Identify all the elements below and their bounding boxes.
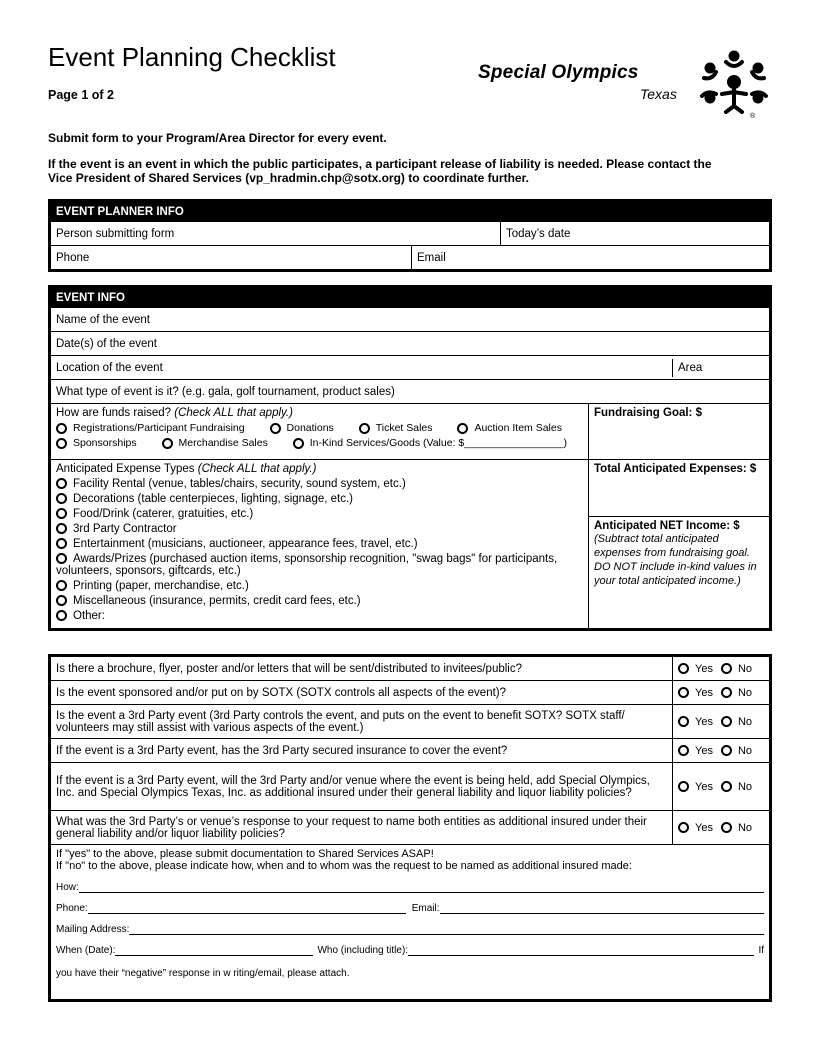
page-number: Page 1 of 2 bbox=[48, 88, 114, 102]
yes-no-choice[interactable]: Yes No bbox=[673, 681, 770, 705]
expense-option[interactable]: 3rd Party Contractor bbox=[56, 523, 583, 535]
question-text: Is the event sponsored and/or put on by SOTX (SOTX controls all aspects of the event)? bbox=[51, 681, 673, 705]
todays-date-field[interactable]: Today’s date bbox=[501, 222, 770, 246]
followup-yes-note: If "yes" to the above, please submit documentation to Shared Services ASAP! bbox=[56, 848, 434, 860]
funds-option[interactable]: Registrations/Participant Fundraising bbox=[56, 422, 245, 434]
page-title: Event Planning Checklist bbox=[48, 42, 336, 72]
yes-no-choice[interactable]: Yes No bbox=[673, 657, 770, 681]
logo-region: Texas bbox=[640, 86, 677, 102]
total-expenses-field[interactable]: Total Anticipated Expenses: $ bbox=[589, 460, 770, 517]
followup-no-note: If "no" to the above, please indicate how, when and to whom was the request to be named as additional insured made: bbox=[56, 860, 632, 872]
event-location-field[interactable]: Location of the event bbox=[51, 359, 673, 377]
expense-hint: (Check ALL that apply.) bbox=[197, 463, 317, 475]
funds-option[interactable]: Auction Item Sales bbox=[457, 422, 562, 434]
yes-no-choice[interactable]: Yes No bbox=[673, 811, 770, 845]
question-text: Is the event a 3rd Party event (3rd Party controls the event, and puts on the event to benefit SOTX? SOTX staff/ volunteers may still assist with various aspects of the event.) bbox=[51, 705, 673, 739]
question-text: If the event is a 3rd Party event, will the 3rd Party and/or venue where the event is being held, add Special Olympics, Inc. and Special Olympics Texas, Inc. as additional insured under their general liability and liquor liability policies? bbox=[51, 763, 673, 811]
funds-option[interactable]: Merchandise Sales bbox=[162, 437, 268, 449]
how-field[interactable]: How: bbox=[56, 882, 764, 893]
funds-hint: (Check ALL that apply.) bbox=[174, 407, 293, 419]
expense-types-cell bbox=[51, 460, 589, 629]
special-olympics-logo-icon bbox=[698, 48, 770, 120]
event-info-heading: EVENT INFO bbox=[51, 288, 770, 308]
phone-field[interactable]: Phone bbox=[51, 246, 412, 270]
event-type-field[interactable]: What type of event is it? (e.g. gala, golf tournament, product sales) bbox=[51, 380, 770, 404]
expense-option[interactable]: Facility Rental (venue, tables/chairs, security, sound system, etc.) bbox=[56, 478, 583, 490]
expense-option[interactable]: Food/Drink (caterer, gratuities, etc.) bbox=[56, 508, 583, 520]
instruction-release: If the event is an event in which the public participates, a participant release of liability is needed. Please contact the Vice President of Shared Services (vp_hradmin.chp@sotx.org) to coordinate further. bbox=[48, 157, 712, 185]
who-label: Who (including title): bbox=[317, 945, 409, 956]
funds-option[interactable]: Sponsorships bbox=[56, 437, 137, 449]
expense-question: Anticipated Expense Types bbox=[56, 463, 195, 475]
funds-option[interactable]: Ticket Sales bbox=[359, 422, 433, 434]
event-dates-field[interactable]: Date(s) of the event bbox=[51, 332, 770, 356]
when-label: When (Date): bbox=[56, 945, 116, 956]
yes-no-choice[interactable]: Yes No bbox=[673, 739, 770, 763]
net-income-cell[interactable] bbox=[589, 517, 770, 629]
when-line[interactable] bbox=[115, 945, 313, 956]
funds-raised-cell bbox=[51, 404, 589, 460]
yes-no-choice[interactable]: Yes No bbox=[673, 763, 770, 811]
followup-phone-line[interactable] bbox=[88, 903, 406, 914]
question-text: Is there a brochure, flyer, poster and/or letters that will be sent/distributed to invitees/public? bbox=[51, 657, 673, 681]
instruction-submit: Submit form to your Program/Area Director for every event. bbox=[48, 131, 387, 145]
when-who-row bbox=[56, 945, 764, 956]
fundraising-goal-field[interactable]: Fundraising Goal: $ bbox=[589, 404, 770, 460]
followup-phone-label: Phone: bbox=[56, 903, 88, 914]
funds-option[interactable]: Donations bbox=[270, 422, 334, 434]
expense-option[interactable]: Miscellaneous (insurance, permits, credit card fees, etc.) bbox=[56, 595, 583, 607]
event-name-field[interactable]: Name of the event bbox=[51, 308, 770, 332]
funds-question: How are funds raised? bbox=[56, 407, 172, 419]
yes-no-choice[interactable]: Yes No bbox=[673, 705, 770, 739]
expense-option[interactable]: Entertainment (musicians, auctioneer, appearance fees, travel, etc.) bbox=[56, 538, 583, 550]
mailing-address-field[interactable]: Mailing Address: bbox=[56, 924, 764, 935]
area-field[interactable]: Area bbox=[678, 361, 703, 374]
expense-option[interactable]: Other: bbox=[56, 610, 583, 622]
expense-option[interactable]: Decorations (table centerpieces, lighting, signage, etc.) bbox=[56, 493, 583, 505]
expense-option[interactable]: Printing (paper, merchandise, etc.) bbox=[56, 580, 583, 592]
net-income-label: Anticipated NET Income: $ bbox=[594, 520, 740, 532]
net-income-note: (Subtract total anticipated expenses from fundraising goal. DO NOT include in-kind values in your total anticipated income.) bbox=[594, 533, 757, 587]
followup-cell bbox=[51, 845, 770, 1000]
funds-option[interactable]: In-Kind Services/Goods (Value: $_________________) bbox=[293, 437, 567, 449]
question-text: If the event is a 3rd Party event, has the 3rd Party secured insurance to cover the event? bbox=[51, 739, 673, 763]
phone-email-row bbox=[56, 903, 764, 914]
registered-mark: ® bbox=[750, 113, 756, 120]
planner-heading: EVENT PLANNER INFO bbox=[51, 202, 770, 222]
email-field[interactable]: Email bbox=[412, 246, 770, 270]
question-text: What was the 3rd Party’s or venue’s response to your request to name both entities as additional insured under their general liability and/or liquor liability policies? bbox=[51, 811, 673, 845]
logo-name: Special Olympics bbox=[478, 62, 639, 83]
expense-option[interactable]: Awards/Prizes (purchased auction items, sponsorship recognition, "swag bags" for participants, volunteers, sponsors, giftcards, etc.) bbox=[56, 553, 558, 577]
person-submitting-field[interactable]: Person submitting form bbox=[51, 222, 501, 246]
followup-email-label: Email: bbox=[411, 903, 440, 914]
followup-email-line[interactable] bbox=[440, 903, 765, 914]
if-text: If bbox=[758, 945, 764, 956]
event-info-table bbox=[50, 287, 770, 629]
questions-table bbox=[50, 656, 770, 1000]
attach-note: you have their “negative” response in w riting/email, please attach. bbox=[56, 968, 350, 979]
event-planner-table bbox=[50, 201, 770, 270]
who-line[interactable] bbox=[408, 945, 754, 956]
